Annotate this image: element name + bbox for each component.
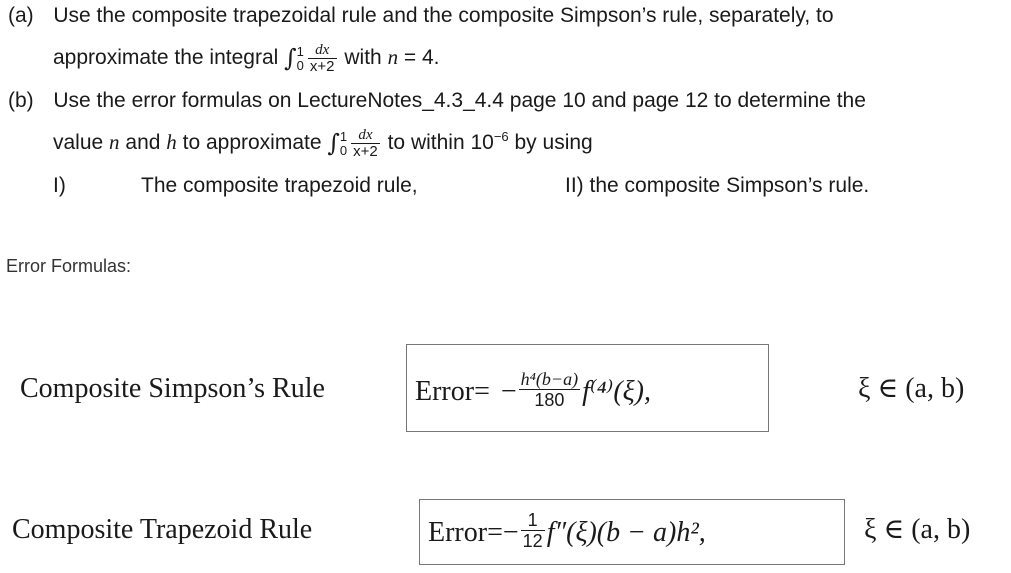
trapezoid-fraction-denominator: 12	[522, 531, 543, 551]
part-a-with: with	[344, 46, 382, 70]
integral-upper: 1	[296, 43, 304, 59]
part-a-text-1: Use the composite trapezoidal rule and the composite Simpson’s rule, separately, to	[53, 4, 834, 27]
simpson-error-label: Error=	[415, 375, 490, 407]
integrand-denominator: x+2	[353, 143, 378, 160]
integral-limits	[340, 130, 347, 158]
part-b-text-1: Use the error formulas on LectureNotes_4.3_4.4 page 10 and page 12 to determine the	[53, 89, 866, 112]
integral-sign: ∫	[284, 44, 297, 73]
integral-upper: 1	[339, 128, 348, 144]
integral-sign: ∫	[327, 129, 340, 158]
integrand-numerator: dx	[308, 42, 337, 59]
simpson-minus: −	[500, 375, 517, 407]
error-formulas-heading: Error Formulas:	[6, 256, 132, 276]
trapezoid-error-formula	[428, 510, 706, 555]
integral-limits	[297, 45, 304, 73]
trapezoid-rule-name: Composite Trapezoid Rule	[12, 514, 313, 545]
part-a-line-1	[8, 4, 834, 28]
part-a-line-2	[53, 42, 440, 75]
part-a-n-var: n	[387, 45, 399, 70]
part-b-item-1-label: I)	[53, 174, 66, 197]
integral-lower: 0	[296, 57, 304, 73]
part-b-value-word: value	[53, 131, 104, 155]
simpson-rule-name: Composite Simpson’s Rule	[20, 373, 325, 404]
simpson-error-formula	[415, 369, 651, 414]
integrand-numerator: dx	[351, 127, 380, 144]
part-b-label: (b)	[8, 89, 34, 112]
part-a-n-value: = 4.	[403, 46, 440, 70]
part-b-and-word: and	[125, 131, 161, 155]
trapezoid-fraction	[521, 510, 545, 551]
part-b-exponent: −6	[493, 129, 509, 145]
integrand-fraction	[351, 127, 380, 160]
trapezoid-xi-domain: ξ ∈ (a, b)	[864, 514, 971, 545]
part-b-h-var: h	[166, 130, 177, 155]
part-b-by-using: by using	[514, 131, 593, 155]
part-a-text-2: approximate the integral	[53, 46, 279, 70]
trapezoid-error-label: Error=−	[428, 516, 519, 548]
simpson-xi-domain: ξ ∈ (a, b)	[858, 373, 965, 404]
integral-lower: 0	[339, 142, 348, 158]
part-b-line-2	[53, 127, 593, 160]
simpson-derivative: f⁽⁴⁾(ξ),	[582, 375, 651, 407]
part-a-label: (a)	[8, 4, 34, 27]
part-b-approx-text: to approximate	[182, 131, 322, 155]
trapezoid-fraction-numerator: 1	[521, 510, 545, 531]
integrand-fraction	[308, 42, 337, 75]
part-b-item-2-text: II) the composite Simpson’s rule.	[565, 174, 870, 197]
simpson-fraction-denominator: 180	[534, 390, 565, 410]
simpson-fraction-numerator: h⁴(b−a)	[520, 369, 579, 389]
part-b-line-1	[8, 89, 866, 113]
part-b-within-text: to within 10	[387, 131, 494, 155]
trapezoid-derivative: f″(ξ)(b − a)h²,	[546, 516, 706, 548]
part-b-n-var: n	[109, 130, 120, 155]
simpson-fraction	[519, 369, 580, 410]
integrand-denominator: x+2	[309, 58, 335, 75]
part-b-item-1-text: The composite trapezoid rule,	[141, 174, 418, 197]
